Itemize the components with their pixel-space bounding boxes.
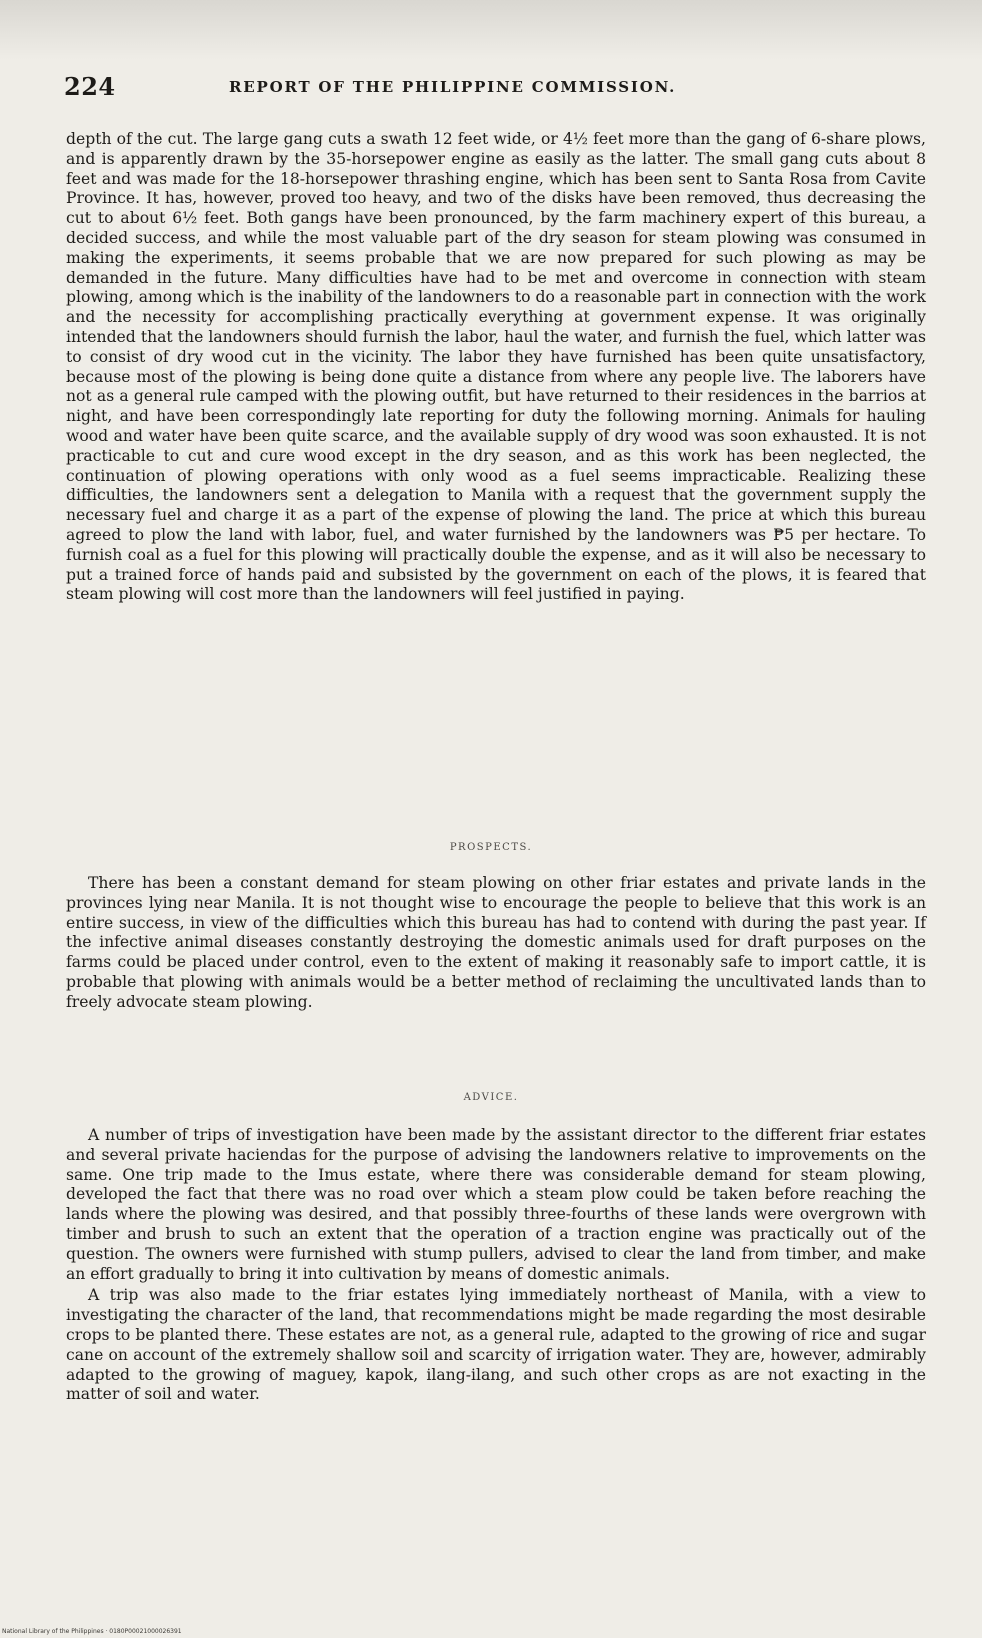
section-heading-prospects: PROSPECTS. — [449, 842, 533, 853]
section-heading-advice: ADVICE. — [463, 1092, 519, 1103]
paragraph-advice-1: A number of trips of investigation have been made by the assistant director to the different friar estates and several private haciendas for the purpose of advising the landowners relative to improvements on the same. One trip made to the Imus estate, where there was considerable demand for steam plowing, developed the fact that there was no road over which a steam plow could be taken before reaching the lands where the plowing was desired, and that possibly three-fourths of these lands were overgrown with timber and brush to such an extent that the operation of a traction engine was practically out of the question. The owners were furnished with stump pullers, advised to clear the land from timber, and make an effort gradually to bring it into cultivation by means of domestic animals. — [66, 1126, 926, 1283]
paragraph-prospects: There has been a constant demand for steam plowing on other friar estates and private lands in the provinces lying near Manila. It is not thought wise to encourage the people to believe that this work is an entire success, in view of the difficulties which this bureau has had to contend with during the past year. If the infective animal diseases constantly destroying the domestic animals used for draft purposes on the farms could be placed under control, even to the extent of making it reasonably safe to import cattle, it is probable that plowing with animals would be a better method of reclaiming the uncultivated lands than to freely advocate steam plowing. — [66, 874, 926, 1011]
running-title: REPORT OF THE PHILIPPINE COMMISSION. — [229, 78, 677, 96]
page-header — [64, 72, 924, 102]
section-steam-plowing — [66, 130, 926, 605]
paragraph-steam-plowing: depth of the cut. The large gang cuts a swath 12 feet wide, or 4½ feet more than the gang of 6-share plows, and is apparently drawn by the 35-horsepower engine as easily as the latter. The small gang cuts about 8 feet and was made for the 18-horsepower thrashing engine, which has been sent to Santa Rosa from Cavite Province. It has, however, proved too heavy, and two of the disks have been removed, thus decreasing the cut to about 6½ feet. Both gangs have been pronounced, by the farm machinery expert of this bureau, a decided success, and while the most valuable part of the dry season for steam plowing was consumed in making the experiments, it seems probable that we are now prepared for such plowing as may be demanded in the future. Many difficulties have had to be met and overcome in connection with steam plowing, among which is the inability of the landowners to do a reasonable part in connection with the work and the necessity for accomplishing practically everything at government expense. It was originally intended that the landowners should furnish the labor, haul the water, and furnish the fuel, which latter was to consist of dry wood cut in the vicinity. The labor they have furnished has been quite unsatisfactory, because most of the plowing is being done quite a distance from where any people live. The laborers have not as a general rule camped with the plowing outfit, but have returned to their residences in the barrios at night, and have been correspondingly late reporting for duty the following morning. Animals for hauling wood and water have been quite scarce, and the available supply of dry wood was soon exhausted. It is not practicable to cut and cure wood except in the dry season, and as this work has been neglected, the continuation of plowing operations with only wood as a fuel seems impracticable. Realizing these difficulties, the landowners sent a delegation to Manila with a request that the government supply the necessary fuel and charge it as a part of the expense of plowing the land. The price at which this bureau agreed to plow the land with labor, fuel, and water furnished by the landowners was ₱5 per hectare. To furnish coal as a fuel for this plowing will practically double the expense, and as it will also be necessary to put a trained force of hands paid and subsisted by the government on each of the plows, it is feared that steam plowing will cost more than the landowners will feel justified in paying. — [66, 130, 926, 604]
section-prospects — [66, 874, 926, 1013]
page-number: 224 — [64, 72, 116, 101]
paragraph-advice-2: A trip was also made to the friar estates lying immediately northeast of Manila, with a view to investigating the character of the land, that recommendations might be made regarding the most desirable crops to be planted there. These estates are not, as a general rule, adapted to the growing of rice and sugar cane on account of the extremely shallow soil and scarcity of irrigation water. They are, however, admirably adapted to the growing of maguey, kapok, ilang-ilang, and such other crops as are not exacting in the matter of soil and water. — [66, 1286, 926, 1404]
section-advice — [66, 1126, 926, 1405]
scan-footer-credit: National Library of the Philippines · 0180P00021000026391 — [2, 1628, 182, 1635]
